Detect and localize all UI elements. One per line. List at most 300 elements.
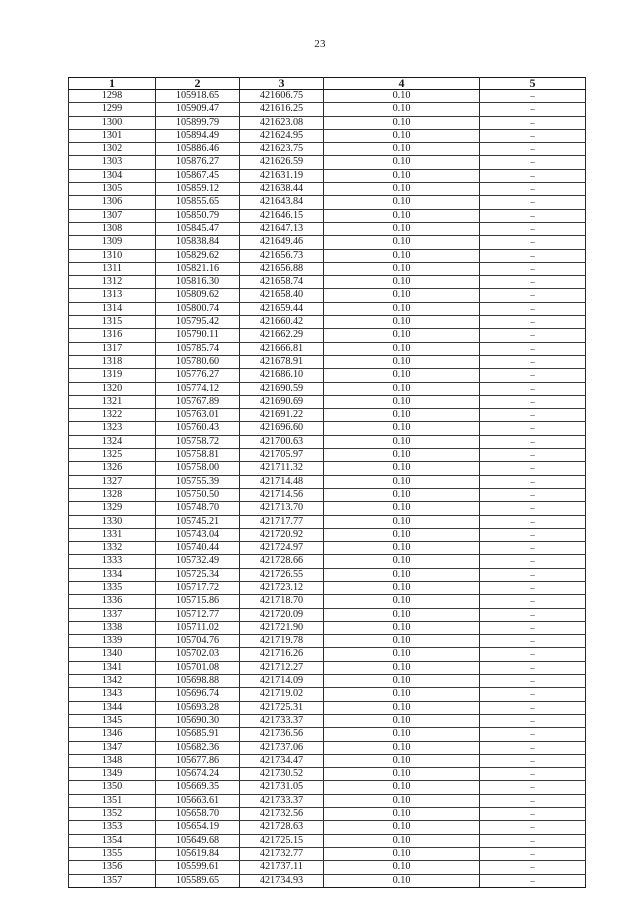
y-coordinate-cell: 421733.37 [240, 714, 324, 727]
table-row [69, 821, 586, 834]
y-coordinate-cell: 421716.26 [240, 648, 324, 661]
table-row [69, 874, 586, 887]
value-cell: 0.10 [324, 449, 480, 462]
x-coordinate-cell: 105702.03 [156, 648, 240, 661]
y-coordinate-cell: 421719.78 [240, 635, 324, 648]
table-row [69, 528, 586, 541]
y-coordinate-cell: 421720.92 [240, 528, 324, 541]
x-coordinate-cell: 105704.76 [156, 635, 240, 648]
note-cell: – [480, 369, 586, 382]
note-cell: – [480, 781, 586, 794]
point-number-cell: 1340 [69, 648, 156, 661]
table-row [69, 90, 586, 103]
value-cell: 0.10 [324, 236, 480, 249]
note-cell: – [480, 409, 586, 422]
note-cell: – [480, 103, 586, 116]
note-cell: – [480, 701, 586, 714]
y-coordinate-cell: 421631.19 [240, 169, 324, 182]
x-coordinate-cell: 105790.11 [156, 329, 240, 342]
point-number-cell: 1309 [69, 236, 156, 249]
value-cell: 0.10 [324, 302, 480, 315]
table-row [69, 754, 586, 767]
x-coordinate-cell: 105829.62 [156, 249, 240, 262]
note-cell: – [480, 768, 586, 781]
value-cell: 0.10 [324, 342, 480, 355]
table-row [69, 768, 586, 781]
x-coordinate-cell: 105850.79 [156, 209, 240, 222]
point-number-cell: 1319 [69, 369, 156, 382]
note-cell: – [480, 794, 586, 807]
y-coordinate-cell: 421714.09 [240, 675, 324, 688]
x-coordinate-cell: 105690.30 [156, 714, 240, 727]
table-row [69, 688, 586, 701]
value-cell: 0.10 [324, 528, 480, 541]
value-cell: 0.10 [324, 103, 480, 116]
x-coordinate-cell: 105750.50 [156, 488, 240, 501]
point-number-cell: 1303 [69, 156, 156, 169]
y-coordinate-cell: 421700.63 [240, 435, 324, 448]
note-cell: – [480, 355, 586, 368]
x-coordinate-cell: 105780.60 [156, 355, 240, 368]
value-cell: 0.10 [324, 502, 480, 515]
table-row [69, 236, 586, 249]
note-cell: – [480, 861, 586, 874]
value-cell: 0.10 [324, 129, 480, 142]
y-coordinate-cell: 421726.55 [240, 568, 324, 581]
value-cell: 0.10 [324, 821, 480, 834]
value-cell: 0.10 [324, 635, 480, 648]
value-cell: 0.10 [324, 183, 480, 196]
x-coordinate-cell: 105758.72 [156, 435, 240, 448]
y-coordinate-cell: 421624.95 [240, 129, 324, 142]
x-coordinate-cell: 105876.27 [156, 156, 240, 169]
column-header-2: 2 [156, 78, 240, 90]
x-coordinate-cell: 105701.08 [156, 661, 240, 674]
table-row [69, 422, 586, 435]
point-number-cell: 1332 [69, 542, 156, 555]
table-row [69, 542, 586, 555]
note-cell: – [480, 129, 586, 142]
value-cell: 0.10 [324, 741, 480, 754]
header-row [69, 78, 586, 90]
value-cell: 0.10 [324, 861, 480, 874]
value-cell: 0.10 [324, 488, 480, 501]
table-row [69, 621, 586, 634]
note-cell: – [480, 648, 586, 661]
x-coordinate-cell: 105785.74 [156, 342, 240, 355]
table-row [69, 741, 586, 754]
point-number-cell: 1351 [69, 794, 156, 807]
y-coordinate-cell: 421728.63 [240, 821, 324, 834]
x-coordinate-cell: 105886.46 [156, 143, 240, 156]
note-cell: – [480, 342, 586, 355]
note-cell: – [480, 528, 586, 541]
y-coordinate-cell: 421662.29 [240, 329, 324, 342]
value-cell: 0.10 [324, 90, 480, 103]
y-coordinate-cell: 421719.02 [240, 688, 324, 701]
point-number-cell: 1341 [69, 661, 156, 674]
table-row [69, 129, 586, 142]
note-cell: – [480, 196, 586, 209]
table-row [69, 249, 586, 262]
x-coordinate-cell: 105821.16 [156, 262, 240, 275]
value-cell: 0.10 [324, 435, 480, 448]
point-number-cell: 1322 [69, 409, 156, 422]
table-row [69, 116, 586, 129]
point-number-cell: 1316 [69, 329, 156, 342]
x-coordinate-cell: 105693.28 [156, 701, 240, 714]
point-number-cell: 1329 [69, 502, 156, 515]
value-cell: 0.10 [324, 369, 480, 382]
note-cell: – [480, 169, 586, 182]
point-number-cell: 1333 [69, 555, 156, 568]
point-number-cell: 1354 [69, 834, 156, 847]
table-row [69, 369, 586, 382]
note-cell: – [480, 502, 586, 515]
note-cell: – [480, 422, 586, 435]
value-cell: 0.10 [324, 701, 480, 714]
x-coordinate-cell: 105795.42 [156, 316, 240, 329]
point-number-cell: 1307 [69, 209, 156, 222]
column-header-4: 4 [324, 78, 480, 90]
note-cell: – [480, 688, 586, 701]
point-number-cell: 1298 [69, 90, 156, 103]
y-coordinate-cell: 421718.70 [240, 595, 324, 608]
value-cell: 0.10 [324, 382, 480, 395]
point-number-cell: 1325 [69, 449, 156, 462]
point-number-cell: 1327 [69, 475, 156, 488]
value-cell: 0.10 [324, 515, 480, 528]
table-row [69, 276, 586, 289]
table-row [69, 661, 586, 674]
x-coordinate-cell: 105712.77 [156, 608, 240, 621]
point-number-cell: 1306 [69, 196, 156, 209]
note-cell: – [480, 555, 586, 568]
note-cell: – [480, 262, 586, 275]
y-coordinate-cell: 421732.77 [240, 847, 324, 860]
value-cell: 0.10 [324, 196, 480, 209]
y-coordinate-cell: 421666.81 [240, 342, 324, 355]
note-cell: – [480, 488, 586, 501]
point-number-cell: 1349 [69, 768, 156, 781]
table-row [69, 329, 586, 342]
value-cell: 0.10 [324, 475, 480, 488]
value-cell: 0.10 [324, 595, 480, 608]
point-number-cell: 1343 [69, 688, 156, 701]
table-row [69, 289, 586, 302]
point-number-cell: 1356 [69, 861, 156, 874]
note-cell: – [480, 675, 586, 688]
value-cell: 0.10 [324, 621, 480, 634]
table-row [69, 169, 586, 182]
note-cell: – [480, 395, 586, 408]
table-row [69, 103, 586, 116]
x-coordinate-cell: 105845.47 [156, 222, 240, 235]
table-header [69, 78, 586, 90]
value-cell: 0.10 [324, 581, 480, 594]
table-row [69, 834, 586, 847]
value-cell: 0.10 [324, 276, 480, 289]
y-coordinate-cell: 421705.97 [240, 449, 324, 462]
value-cell: 0.10 [324, 688, 480, 701]
x-coordinate-cell: 105732.49 [156, 555, 240, 568]
table-row [69, 209, 586, 222]
value-cell: 0.10 [324, 262, 480, 275]
y-coordinate-cell: 421626.59 [240, 156, 324, 169]
note-cell: – [480, 449, 586, 462]
value-cell: 0.10 [324, 169, 480, 182]
table-row [69, 222, 586, 235]
table-row [69, 382, 586, 395]
y-coordinate-cell: 421678.91 [240, 355, 324, 368]
x-coordinate-cell: 105717.72 [156, 581, 240, 594]
x-coordinate-cell: 105767.89 [156, 395, 240, 408]
table-row [69, 847, 586, 860]
value-cell: 0.10 [324, 768, 480, 781]
x-coordinate-cell: 105674.24 [156, 768, 240, 781]
note-cell: – [480, 289, 586, 302]
point-number-cell: 1357 [69, 874, 156, 887]
note-cell: – [480, 209, 586, 222]
note-cell: – [480, 714, 586, 727]
point-number-cell: 1302 [69, 143, 156, 156]
table-row [69, 714, 586, 727]
note-cell: – [480, 821, 586, 834]
table-row [69, 316, 586, 329]
note-cell: – [480, 302, 586, 315]
table-row [69, 196, 586, 209]
x-coordinate-cell: 105838.84 [156, 236, 240, 249]
y-coordinate-cell: 421660.42 [240, 316, 324, 329]
table-row [69, 568, 586, 581]
x-coordinate-cell: 105740.44 [156, 542, 240, 555]
table-row [69, 555, 586, 568]
value-cell: 0.10 [324, 608, 480, 621]
x-coordinate-cell: 105649.68 [156, 834, 240, 847]
value-cell: 0.10 [324, 808, 480, 821]
note-cell: – [480, 635, 586, 648]
x-coordinate-cell: 105774.12 [156, 382, 240, 395]
y-coordinate-cell: 421623.75 [240, 143, 324, 156]
table-row [69, 728, 586, 741]
point-number-cell: 1326 [69, 462, 156, 475]
table-row [69, 515, 586, 528]
value-cell: 0.10 [324, 209, 480, 222]
point-number-cell: 1305 [69, 183, 156, 196]
value-cell: 0.10 [324, 395, 480, 408]
value-cell: 0.10 [324, 316, 480, 329]
value-cell: 0.10 [324, 249, 480, 262]
table-row [69, 488, 586, 501]
point-number-cell: 1344 [69, 701, 156, 714]
x-coordinate-cell: 105763.01 [156, 409, 240, 422]
value-cell: 0.10 [324, 289, 480, 302]
table-row [69, 435, 586, 448]
note-cell: – [480, 90, 586, 103]
table-row [69, 342, 586, 355]
point-number-cell: 1301 [69, 129, 156, 142]
y-coordinate-cell: 421686.10 [240, 369, 324, 382]
y-coordinate-cell: 421649.46 [240, 236, 324, 249]
point-number-cell: 1318 [69, 355, 156, 368]
y-coordinate-cell: 421711.32 [240, 462, 324, 475]
value-cell: 0.10 [324, 422, 480, 435]
note-cell: – [480, 462, 586, 475]
note-cell: – [480, 608, 586, 621]
note-cell: – [480, 874, 586, 887]
point-number-cell: 1324 [69, 435, 156, 448]
value-cell: 0.10 [324, 542, 480, 555]
note-cell: – [480, 329, 586, 342]
table-row [69, 781, 586, 794]
note-cell: – [480, 143, 586, 156]
value-cell: 0.10 [324, 834, 480, 847]
y-coordinate-cell: 421606.75 [240, 90, 324, 103]
y-coordinate-cell: 421733.37 [240, 794, 324, 807]
coordinate-table [68, 77, 586, 888]
x-coordinate-cell: 105711.02 [156, 621, 240, 634]
x-coordinate-cell: 105760.43 [156, 422, 240, 435]
value-cell: 0.10 [324, 714, 480, 727]
table-row [69, 475, 586, 488]
note-cell: – [480, 834, 586, 847]
point-number-cell: 1355 [69, 847, 156, 860]
value-cell: 0.10 [324, 222, 480, 235]
point-number-cell: 1342 [69, 675, 156, 688]
value-cell: 0.10 [324, 555, 480, 568]
note-cell: – [480, 754, 586, 767]
x-coordinate-cell: 105899.79 [156, 116, 240, 129]
note-cell: – [480, 661, 586, 674]
point-number-cell: 1335 [69, 581, 156, 594]
x-coordinate-cell: 105894.49 [156, 129, 240, 142]
y-coordinate-cell: 421736.56 [240, 728, 324, 741]
table-row [69, 409, 586, 422]
point-number-cell: 1321 [69, 395, 156, 408]
note-cell: – [480, 156, 586, 169]
x-coordinate-cell: 105677.86 [156, 754, 240, 767]
y-coordinate-cell: 421643.84 [240, 196, 324, 209]
point-number-cell: 1330 [69, 515, 156, 528]
value-cell: 0.10 [324, 143, 480, 156]
value-cell: 0.10 [324, 781, 480, 794]
note-cell: – [480, 808, 586, 821]
y-coordinate-cell: 421725.31 [240, 701, 324, 714]
note-cell: – [480, 222, 586, 235]
value-cell: 0.10 [324, 568, 480, 581]
point-number-cell: 1339 [69, 635, 156, 648]
x-coordinate-cell: 105758.81 [156, 449, 240, 462]
point-number-cell: 1347 [69, 741, 156, 754]
y-coordinate-cell: 421690.59 [240, 382, 324, 395]
point-number-cell: 1348 [69, 754, 156, 767]
x-coordinate-cell: 105669.35 [156, 781, 240, 794]
note-cell: – [480, 183, 586, 196]
y-coordinate-cell: 421732.56 [240, 808, 324, 821]
y-coordinate-cell: 421690.69 [240, 395, 324, 408]
point-number-cell: 1314 [69, 302, 156, 315]
point-number-cell: 1313 [69, 289, 156, 302]
table-row [69, 675, 586, 688]
note-cell: – [480, 382, 586, 395]
value-cell: 0.10 [324, 847, 480, 860]
value-cell: 0.10 [324, 329, 480, 342]
x-coordinate-cell: 105589.65 [156, 874, 240, 887]
point-number-cell: 1323 [69, 422, 156, 435]
table-row [69, 143, 586, 156]
value-cell: 0.10 [324, 661, 480, 674]
note-cell: – [480, 542, 586, 555]
point-number-cell: 1300 [69, 116, 156, 129]
point-number-cell: 1315 [69, 316, 156, 329]
note-cell: – [480, 515, 586, 528]
value-cell: 0.10 [324, 728, 480, 741]
point-number-cell: 1346 [69, 728, 156, 741]
table-row [69, 395, 586, 408]
y-coordinate-cell: 421691.22 [240, 409, 324, 422]
y-coordinate-cell: 421724.97 [240, 542, 324, 555]
table-row [69, 502, 586, 515]
point-number-cell: 1353 [69, 821, 156, 834]
value-cell: 0.10 [324, 794, 480, 807]
value-cell: 0.10 [324, 874, 480, 887]
y-coordinate-cell: 421638.44 [240, 183, 324, 196]
x-coordinate-cell: 105816.30 [156, 276, 240, 289]
note-cell: – [480, 847, 586, 860]
y-coordinate-cell: 421730.52 [240, 768, 324, 781]
x-coordinate-cell: 105682.36 [156, 741, 240, 754]
table-row [69, 302, 586, 315]
note-cell: – [480, 116, 586, 129]
y-coordinate-cell: 421725.15 [240, 834, 324, 847]
value-cell: 0.10 [324, 409, 480, 422]
y-coordinate-cell: 421721.90 [240, 621, 324, 634]
x-coordinate-cell: 105809.62 [156, 289, 240, 302]
column-header-5: 5 [480, 78, 586, 90]
point-number-cell: 1311 [69, 262, 156, 275]
y-coordinate-cell: 421717.77 [240, 515, 324, 528]
point-number-cell: 1317 [69, 342, 156, 355]
point-number-cell: 1352 [69, 808, 156, 821]
value-cell: 0.10 [324, 648, 480, 661]
point-number-cell: 1304 [69, 169, 156, 182]
column-header-3: 3 [240, 78, 324, 90]
point-number-cell: 1310 [69, 249, 156, 262]
x-coordinate-cell: 105855.65 [156, 196, 240, 209]
point-number-cell: 1328 [69, 488, 156, 501]
y-coordinate-cell: 421696.60 [240, 422, 324, 435]
value-cell: 0.10 [324, 156, 480, 169]
table-row [69, 794, 586, 807]
note-cell: – [480, 728, 586, 741]
x-coordinate-cell: 105663.61 [156, 794, 240, 807]
table-row [69, 449, 586, 462]
table-row [69, 262, 586, 275]
column-header-1: 1 [69, 78, 156, 90]
value-cell: 0.10 [324, 675, 480, 688]
table-row [69, 648, 586, 661]
page-number: 23 [314, 38, 326, 50]
point-number-cell: 1334 [69, 568, 156, 581]
table-row [69, 595, 586, 608]
y-coordinate-cell: 421658.40 [240, 289, 324, 302]
table-row [69, 355, 586, 368]
x-coordinate-cell: 105743.04 [156, 528, 240, 541]
point-number-cell: 1336 [69, 595, 156, 608]
table-row [69, 701, 586, 714]
x-coordinate-cell: 105776.27 [156, 369, 240, 382]
note-cell: – [480, 568, 586, 581]
